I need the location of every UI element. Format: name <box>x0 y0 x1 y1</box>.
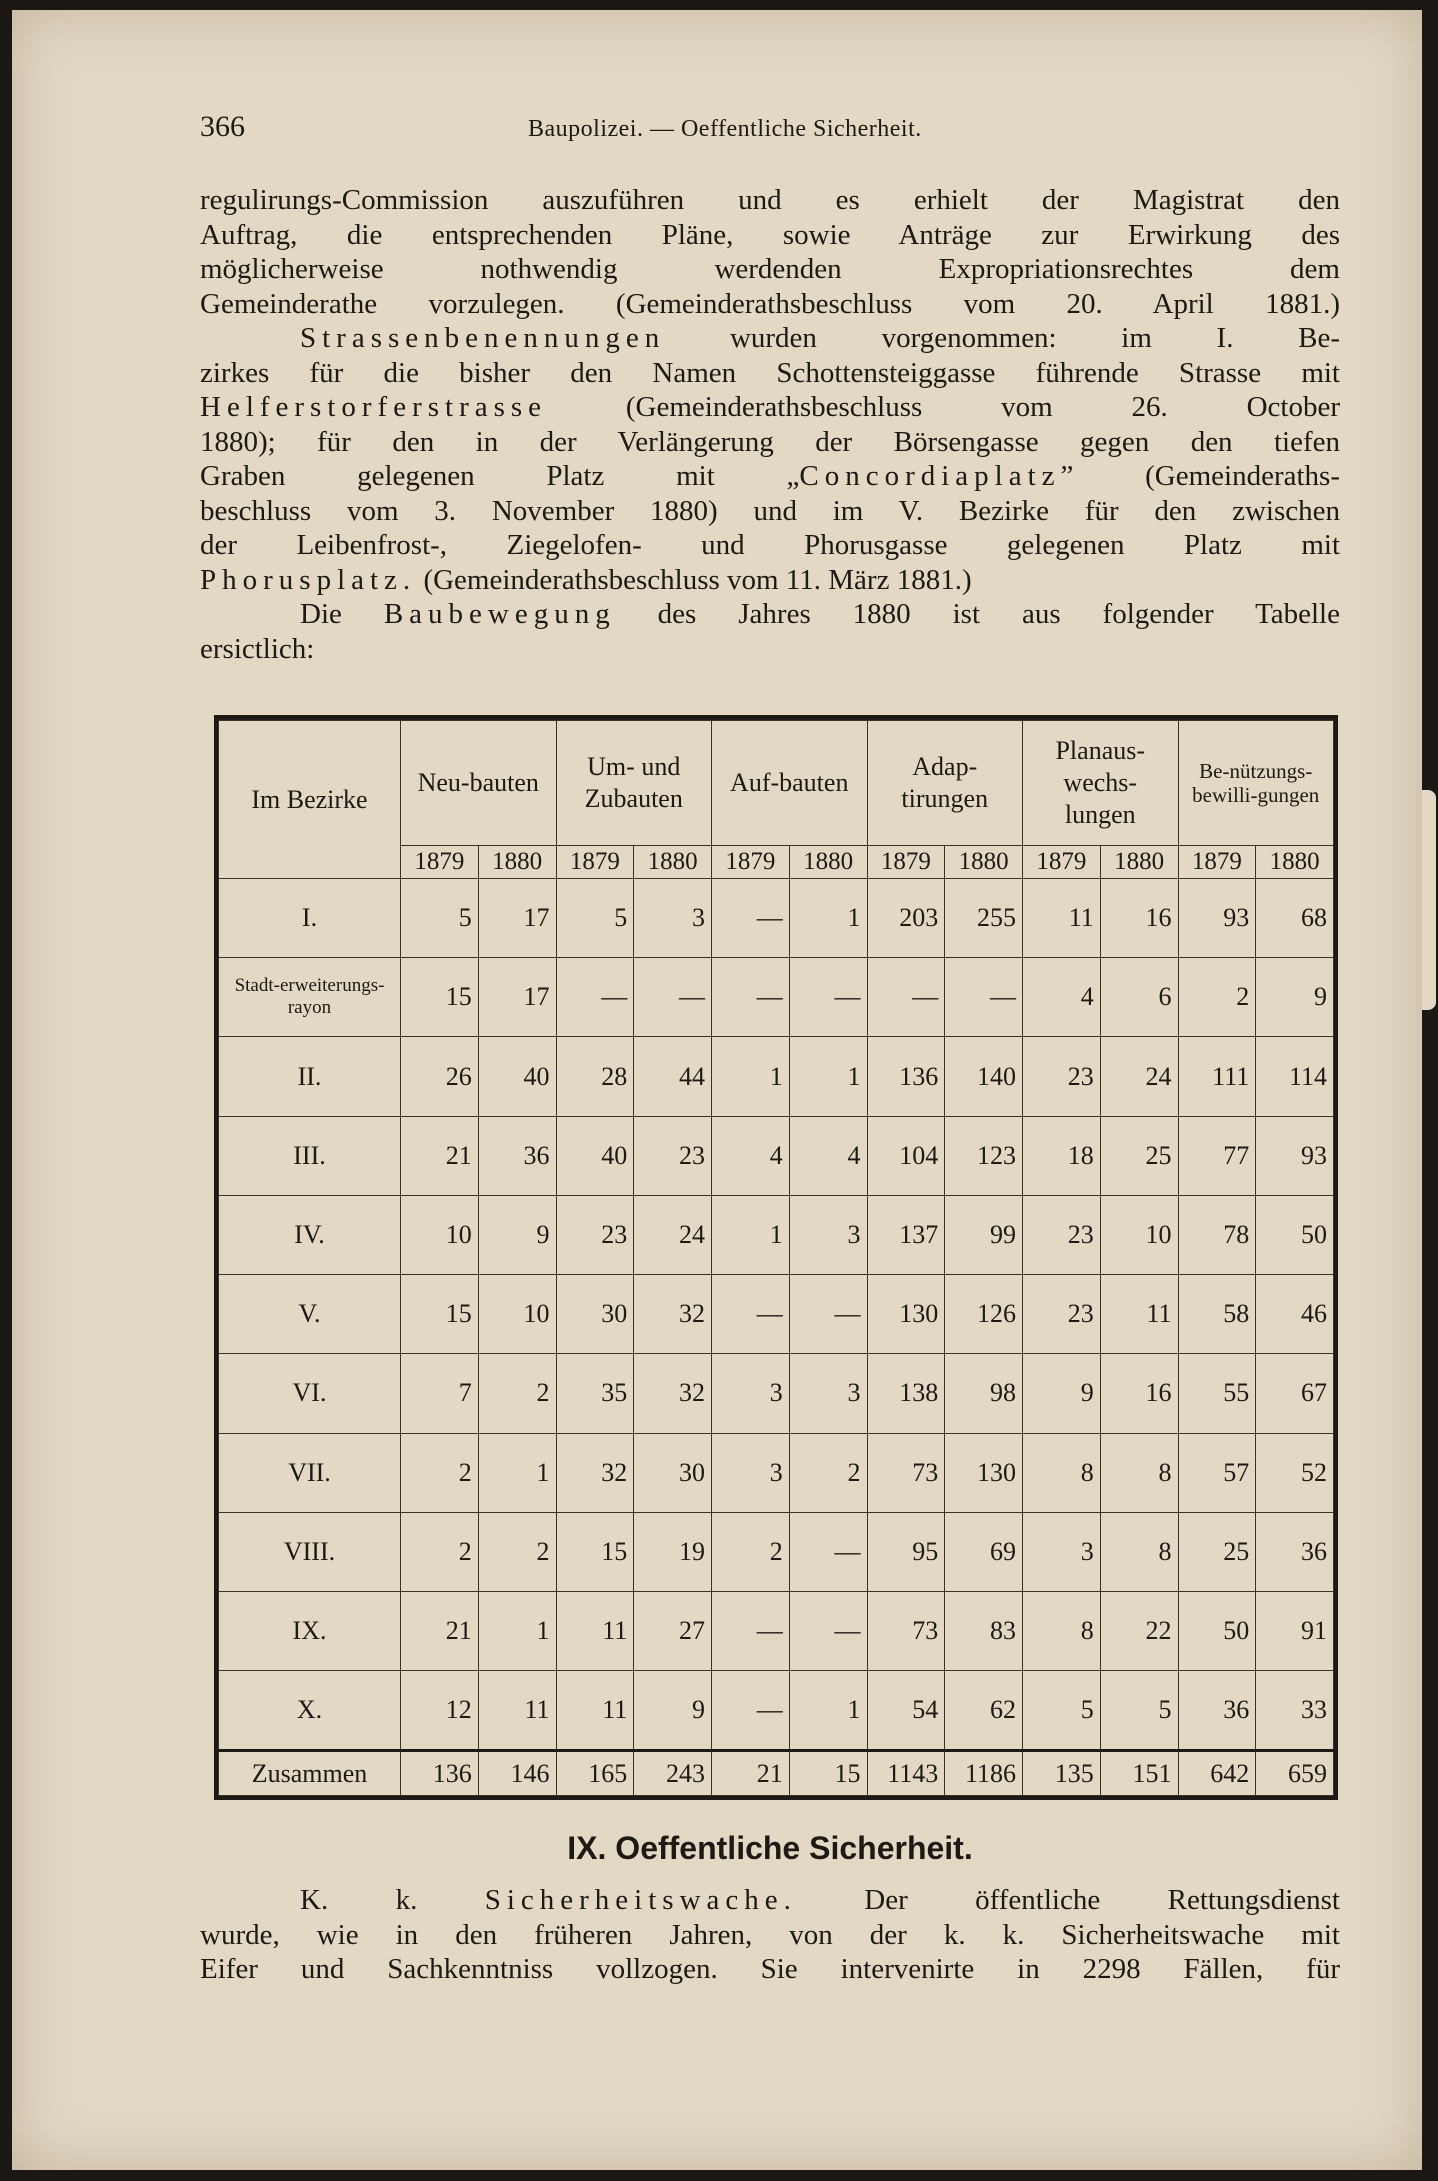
value-cell: 11 <box>556 1671 634 1751</box>
table-row <box>219 1591 1334 1670</box>
value-cell: 255 <box>945 879 1023 958</box>
value-cell: 1 <box>789 1037 867 1116</box>
value-cell: 17 <box>478 958 556 1037</box>
value-cell: 11 <box>478 1671 556 1751</box>
value-cell: 78 <box>1178 1195 1256 1274</box>
value-cell: 32 <box>634 1275 712 1354</box>
value-cell: 17 <box>478 879 556 958</box>
value-cell: 10 <box>401 1195 479 1274</box>
value-cell: 8 <box>1100 1433 1178 1512</box>
value-cell: 7 <box>401 1354 479 1433</box>
total-cell: 21 <box>712 1751 790 1796</box>
total-cell: 659 <box>1256 1751 1334 1796</box>
text-fragment: K. k. <box>300 1884 485 1916</box>
value-cell: 32 <box>556 1433 634 1512</box>
value-cell: 111 <box>1178 1037 1256 1116</box>
district-cell: I. <box>219 879 401 958</box>
value-cell: 1 <box>789 879 867 958</box>
section-heading: IX. Oeffentliche Sicherheit. <box>567 1830 973 1866</box>
paragraph-safety <box>200 1883 1340 1987</box>
value-cell: 104 <box>867 1116 945 1195</box>
text-line <box>200 563 1340 598</box>
value-cell: 114 <box>1256 1037 1334 1116</box>
value-cell: 5 <box>556 879 634 958</box>
value-cell: 5 <box>401 879 479 958</box>
paragraph-construction <box>200 597 1340 666</box>
value-cell: 16 <box>1100 1354 1178 1433</box>
value-cell: 11 <box>556 1591 634 1670</box>
year-header: 1879 <box>1023 846 1101 879</box>
district-cell: II. <box>219 1037 401 1116</box>
district-cell: IV. <box>219 1195 401 1274</box>
value-cell: — <box>634 958 712 1037</box>
spaced-term: Baubewegung <box>383 598 616 630</box>
text-line <box>200 390 1340 425</box>
year-header: 1879 <box>1178 846 1256 879</box>
page-number: 366 <box>200 110 245 143</box>
spaced-term: Helferstorferstrasse <box>200 391 548 423</box>
text-line: Eifer und Sachkenntniss vollzogen. Sie intervenirte in 2298 Fällen, für <box>200 1953 1340 1985</box>
value-cell: 91 <box>1256 1591 1334 1670</box>
table-row <box>219 1354 1334 1433</box>
text-line <box>200 321 1340 356</box>
value-cell: 4 <box>1023 958 1101 1037</box>
value-cell: 55 <box>1178 1354 1256 1433</box>
value-cell: 18 <box>1023 1116 1101 1195</box>
text-fragment: des Jahres 1880 ist aus folgender Tabelle <box>615 598 1340 630</box>
year-header: 1880 <box>1100 846 1178 879</box>
text-line: möglicherweise nothwendig werdenden Expropriationsrechtes dem <box>200 253 1340 285</box>
table-row <box>219 958 1334 1037</box>
text-line <box>200 597 1340 632</box>
value-cell: 11 <box>1100 1275 1178 1354</box>
value-cell: 4 <box>712 1116 790 1195</box>
value-cell: 98 <box>945 1354 1023 1433</box>
text-line: beschluss vom 3. November 1880) und im V. Bezirke für den zwischen <box>200 494 1340 527</box>
district-cell: VIII. <box>219 1512 401 1591</box>
year-header: 1880 <box>789 846 867 879</box>
value-cell: 69 <box>945 1512 1023 1591</box>
value-cell: 3 <box>789 1195 867 1274</box>
value-cell: — <box>712 958 790 1037</box>
year-header: 1880 <box>945 846 1023 879</box>
value-cell: — <box>712 1275 790 1354</box>
value-cell: 40 <box>556 1116 634 1195</box>
value-cell: 36 <box>478 1116 556 1195</box>
value-cell: 40 <box>478 1037 556 1116</box>
value-cell: 2 <box>401 1512 479 1591</box>
value-cell: 32 <box>634 1354 712 1433</box>
value-cell: 3 <box>789 1354 867 1433</box>
text-fragment: (Gemeinderathsbeschluss vom 26. October <box>547 391 1340 423</box>
table-row <box>219 1275 1334 1354</box>
value-cell: 9 <box>478 1195 556 1274</box>
value-cell: 9 <box>1256 958 1334 1037</box>
value-cell: 3 <box>634 879 712 958</box>
value-cell: 3 <box>712 1433 790 1512</box>
value-cell: 83 <box>945 1591 1023 1670</box>
value-cell: 1 <box>712 1195 790 1274</box>
value-cell: 23 <box>1023 1275 1101 1354</box>
value-cell: 6 <box>1100 958 1178 1037</box>
total-label: Zusammen <box>219 1751 401 1796</box>
value-cell: 22 <box>1100 1591 1178 1670</box>
value-cell: 50 <box>1256 1195 1334 1274</box>
year-header: 1880 <box>478 846 556 879</box>
value-cell: 23 <box>1023 1037 1101 1116</box>
total-cell: 1143 <box>867 1751 945 1796</box>
value-cell: 26 <box>401 1037 479 1116</box>
table-row <box>219 1037 1334 1116</box>
value-cell: 52 <box>1256 1433 1334 1512</box>
value-cell: — <box>712 1591 790 1670</box>
group-header-row <box>219 721 1334 846</box>
table-body <box>219 879 1334 1796</box>
value-cell: 138 <box>867 1354 945 1433</box>
year-header: 1880 <box>634 846 712 879</box>
value-cell: 68 <box>1256 879 1334 958</box>
table-row <box>219 1116 1334 1195</box>
spaced-term: Phorusplatz. <box>200 563 417 596</box>
total-cell: 151 <box>1100 1751 1178 1796</box>
value-cell: 28 <box>556 1037 634 1116</box>
total-cell: 1186 <box>945 1751 1023 1796</box>
value-cell: 8 <box>1023 1591 1101 1670</box>
value-cell: 11 <box>1023 879 1101 958</box>
value-cell: 35 <box>556 1354 634 1433</box>
value-cell: 2 <box>789 1433 867 1512</box>
value-cell: 36 <box>1178 1671 1256 1751</box>
district-cell: X. <box>219 1671 401 1751</box>
value-cell: 1 <box>789 1671 867 1751</box>
text-line: Gemeinderathe vorzulegen. (Gemeinderathsbeschluss vom 20. April 1881.) <box>200 287 1340 320</box>
value-cell: 19 <box>634 1512 712 1591</box>
year-header: 1879 <box>401 846 479 879</box>
value-cell: 46 <box>1256 1275 1334 1354</box>
value-cell: 3 <box>1023 1512 1101 1591</box>
value-cell: 2 <box>401 1433 479 1512</box>
text-line: wurde, wie in den früheren Jahren, von der k. k. Sicherheitswache mit <box>200 1918 1340 1951</box>
value-cell: 54 <box>867 1671 945 1751</box>
value-cell: 57 <box>1178 1433 1256 1512</box>
value-cell: 30 <box>556 1275 634 1354</box>
value-cell: 30 <box>634 1433 712 1512</box>
total-cell: 135 <box>1023 1751 1101 1796</box>
value-cell: — <box>789 1512 867 1591</box>
total-cell: 642 <box>1178 1751 1256 1796</box>
total-cell: 243 <box>634 1751 712 1796</box>
value-cell: 2 <box>1178 958 1256 1037</box>
construction-table <box>214 715 1338 1800</box>
group-header: Neu-bauten <box>401 721 557 846</box>
value-cell: 73 <box>867 1433 945 1512</box>
text-fragment: wurden vorgenommen: im I. Be- <box>665 322 1340 354</box>
total-row <box>219 1751 1334 1796</box>
group-header: Auf-bauten <box>712 721 868 846</box>
value-cell: 23 <box>1023 1195 1101 1274</box>
text-line: regulirungs-Commission auszuführen und es erhielt der Magistrat den <box>200 184 1340 216</box>
value-cell: 15 <box>401 1275 479 1354</box>
total-cell: 136 <box>401 1751 479 1796</box>
value-cell: — <box>789 1275 867 1354</box>
value-cell: 136 <box>867 1037 945 1116</box>
district-cell: III. <box>219 1116 401 1195</box>
value-cell: 99 <box>945 1195 1023 1274</box>
construction-table-grid <box>218 720 1334 1796</box>
text-line: ersictlich: <box>200 632 315 665</box>
value-cell: 27 <box>634 1591 712 1670</box>
value-cell: 16 <box>1100 879 1178 958</box>
total-cell: 146 <box>478 1751 556 1796</box>
value-cell: 130 <box>945 1433 1023 1512</box>
district-cell: Stadt-erweiterungs-rayon <box>219 958 401 1037</box>
value-cell: 2 <box>712 1512 790 1591</box>
value-cell: 24 <box>1100 1037 1178 1116</box>
running-title: Baupolizei. — Oeffentliche Sicherheit. <box>528 116 922 142</box>
table-row <box>219 879 1334 958</box>
value-cell: 24 <box>634 1195 712 1274</box>
year-header: 1879 <box>712 846 790 879</box>
value-cell: 5 <box>1023 1671 1101 1751</box>
value-cell: 33 <box>1256 1671 1334 1751</box>
district-cell: VI. <box>219 1354 401 1433</box>
value-cell: 12 <box>401 1671 479 1751</box>
value-cell: 44 <box>634 1037 712 1116</box>
value-cell: 25 <box>1100 1116 1178 1195</box>
value-cell: 15 <box>556 1512 634 1591</box>
value-cell: 4 <box>789 1116 867 1195</box>
year-header: 1879 <box>867 846 945 879</box>
value-cell: 1 <box>478 1591 556 1670</box>
value-cell: 123 <box>945 1116 1023 1195</box>
value-cell: — <box>789 1591 867 1670</box>
group-header: Um- und Zubauten <box>556 721 712 846</box>
value-cell: 1 <box>478 1433 556 1512</box>
group-header: Planaus-wechs-lungen <box>1023 721 1179 846</box>
page-header <box>200 110 1340 150</box>
total-cell: 15 <box>789 1751 867 1796</box>
value-cell: 8 <box>1100 1512 1178 1591</box>
value-cell: 93 <box>1178 879 1256 958</box>
table-row <box>219 1671 1334 1751</box>
value-cell: 8 <box>1023 1433 1101 1512</box>
value-cell: 58 <box>1178 1275 1256 1354</box>
year-header: 1880 <box>1256 846 1334 879</box>
value-cell: — <box>945 958 1023 1037</box>
district-cell: IX. <box>219 1591 401 1670</box>
spaced-term: Concordiaplatz <box>799 460 1061 492</box>
year-header: 1879 <box>556 846 634 879</box>
book-page <box>12 10 1422 2170</box>
value-cell: 2 <box>478 1512 556 1591</box>
text-line: 1880); für den in der Verlängerung der Börsengasse gegen den tiefen <box>200 425 1340 458</box>
value-cell: — <box>712 1671 790 1751</box>
value-cell: 95 <box>867 1512 945 1591</box>
district-header: Im Bezirke <box>219 721 401 879</box>
text-line: zirkes für die bisher den Namen Schottensteiggasse führende Strasse mit <box>200 356 1340 389</box>
value-cell: — <box>556 958 634 1037</box>
value-cell: — <box>789 958 867 1037</box>
text-line <box>200 459 1340 494</box>
district-cell: VII. <box>219 1433 401 1512</box>
value-cell: 10 <box>1100 1195 1178 1274</box>
group-header: Be-nützungs-bewilli-gungen <box>1178 721 1334 846</box>
value-cell: 126 <box>945 1275 1023 1354</box>
value-cell: 137 <box>867 1195 945 1274</box>
text-fragment: (Gemeinderathsbeschluss vom 11. März 1881.) <box>416 563 972 596</box>
district-cell: V. <box>219 1275 401 1354</box>
value-cell: 67 <box>1256 1354 1334 1433</box>
text-fragment: Der öffentliche Rettungsdienst <box>796 1884 1340 1916</box>
table-row <box>219 1195 1334 1274</box>
text-line: der Leibenfrost-, Ziegelofen- und Phorusgasse gelegenen Platz mit <box>200 529 1340 561</box>
value-cell: 23 <box>634 1116 712 1195</box>
value-cell: 50 <box>1178 1591 1256 1670</box>
text-fragment: ” (Gemeinderaths- <box>1060 460 1340 492</box>
value-cell: 3 <box>712 1354 790 1433</box>
spaced-term: Strassenbenennungen <box>300 322 666 354</box>
value-cell: 23 <box>556 1195 634 1274</box>
total-cell: 165 <box>556 1751 634 1796</box>
torn-paper-edge <box>1422 790 1436 1010</box>
value-cell: 1 <box>712 1037 790 1116</box>
table-row <box>219 1433 1334 1512</box>
value-cell: 9 <box>1023 1354 1101 1433</box>
text-fragment: Graben gelegenen Platz mit „ <box>200 460 800 492</box>
text-line: Auftrag, die entsprechenden Pläne, sowie Anträge zur Erwirkung des <box>200 218 1340 251</box>
value-cell: 140 <box>945 1037 1023 1116</box>
value-cell: 10 <box>478 1275 556 1354</box>
paragraph-street-names <box>200 321 1340 597</box>
value-cell: 2 <box>478 1354 556 1433</box>
value-cell: 21 <box>401 1116 479 1195</box>
value-cell: 36 <box>1256 1512 1334 1591</box>
text-fragment: Die <box>300 598 384 630</box>
text-line <box>200 1883 1340 1918</box>
group-header: Adap-tirungen <box>867 721 1023 846</box>
value-cell: 73 <box>867 1591 945 1670</box>
table-row <box>219 1512 1334 1591</box>
value-cell: — <box>867 958 945 1037</box>
value-cell: 77 <box>1178 1116 1256 1195</box>
value-cell: 21 <box>401 1591 479 1670</box>
value-cell: 5 <box>1100 1671 1178 1751</box>
value-cell: 62 <box>945 1671 1023 1751</box>
spaced-term: Sicherheitswache. <box>484 1884 797 1916</box>
value-cell: 25 <box>1178 1512 1256 1591</box>
value-cell: 9 <box>634 1671 712 1751</box>
value-cell: 15 <box>401 958 479 1037</box>
value-cell: 203 <box>867 879 945 958</box>
value-cell: 93 <box>1256 1116 1334 1195</box>
value-cell: 130 <box>867 1275 945 1354</box>
paragraph-regulation <box>200 183 1340 321</box>
value-cell: — <box>712 879 790 958</box>
